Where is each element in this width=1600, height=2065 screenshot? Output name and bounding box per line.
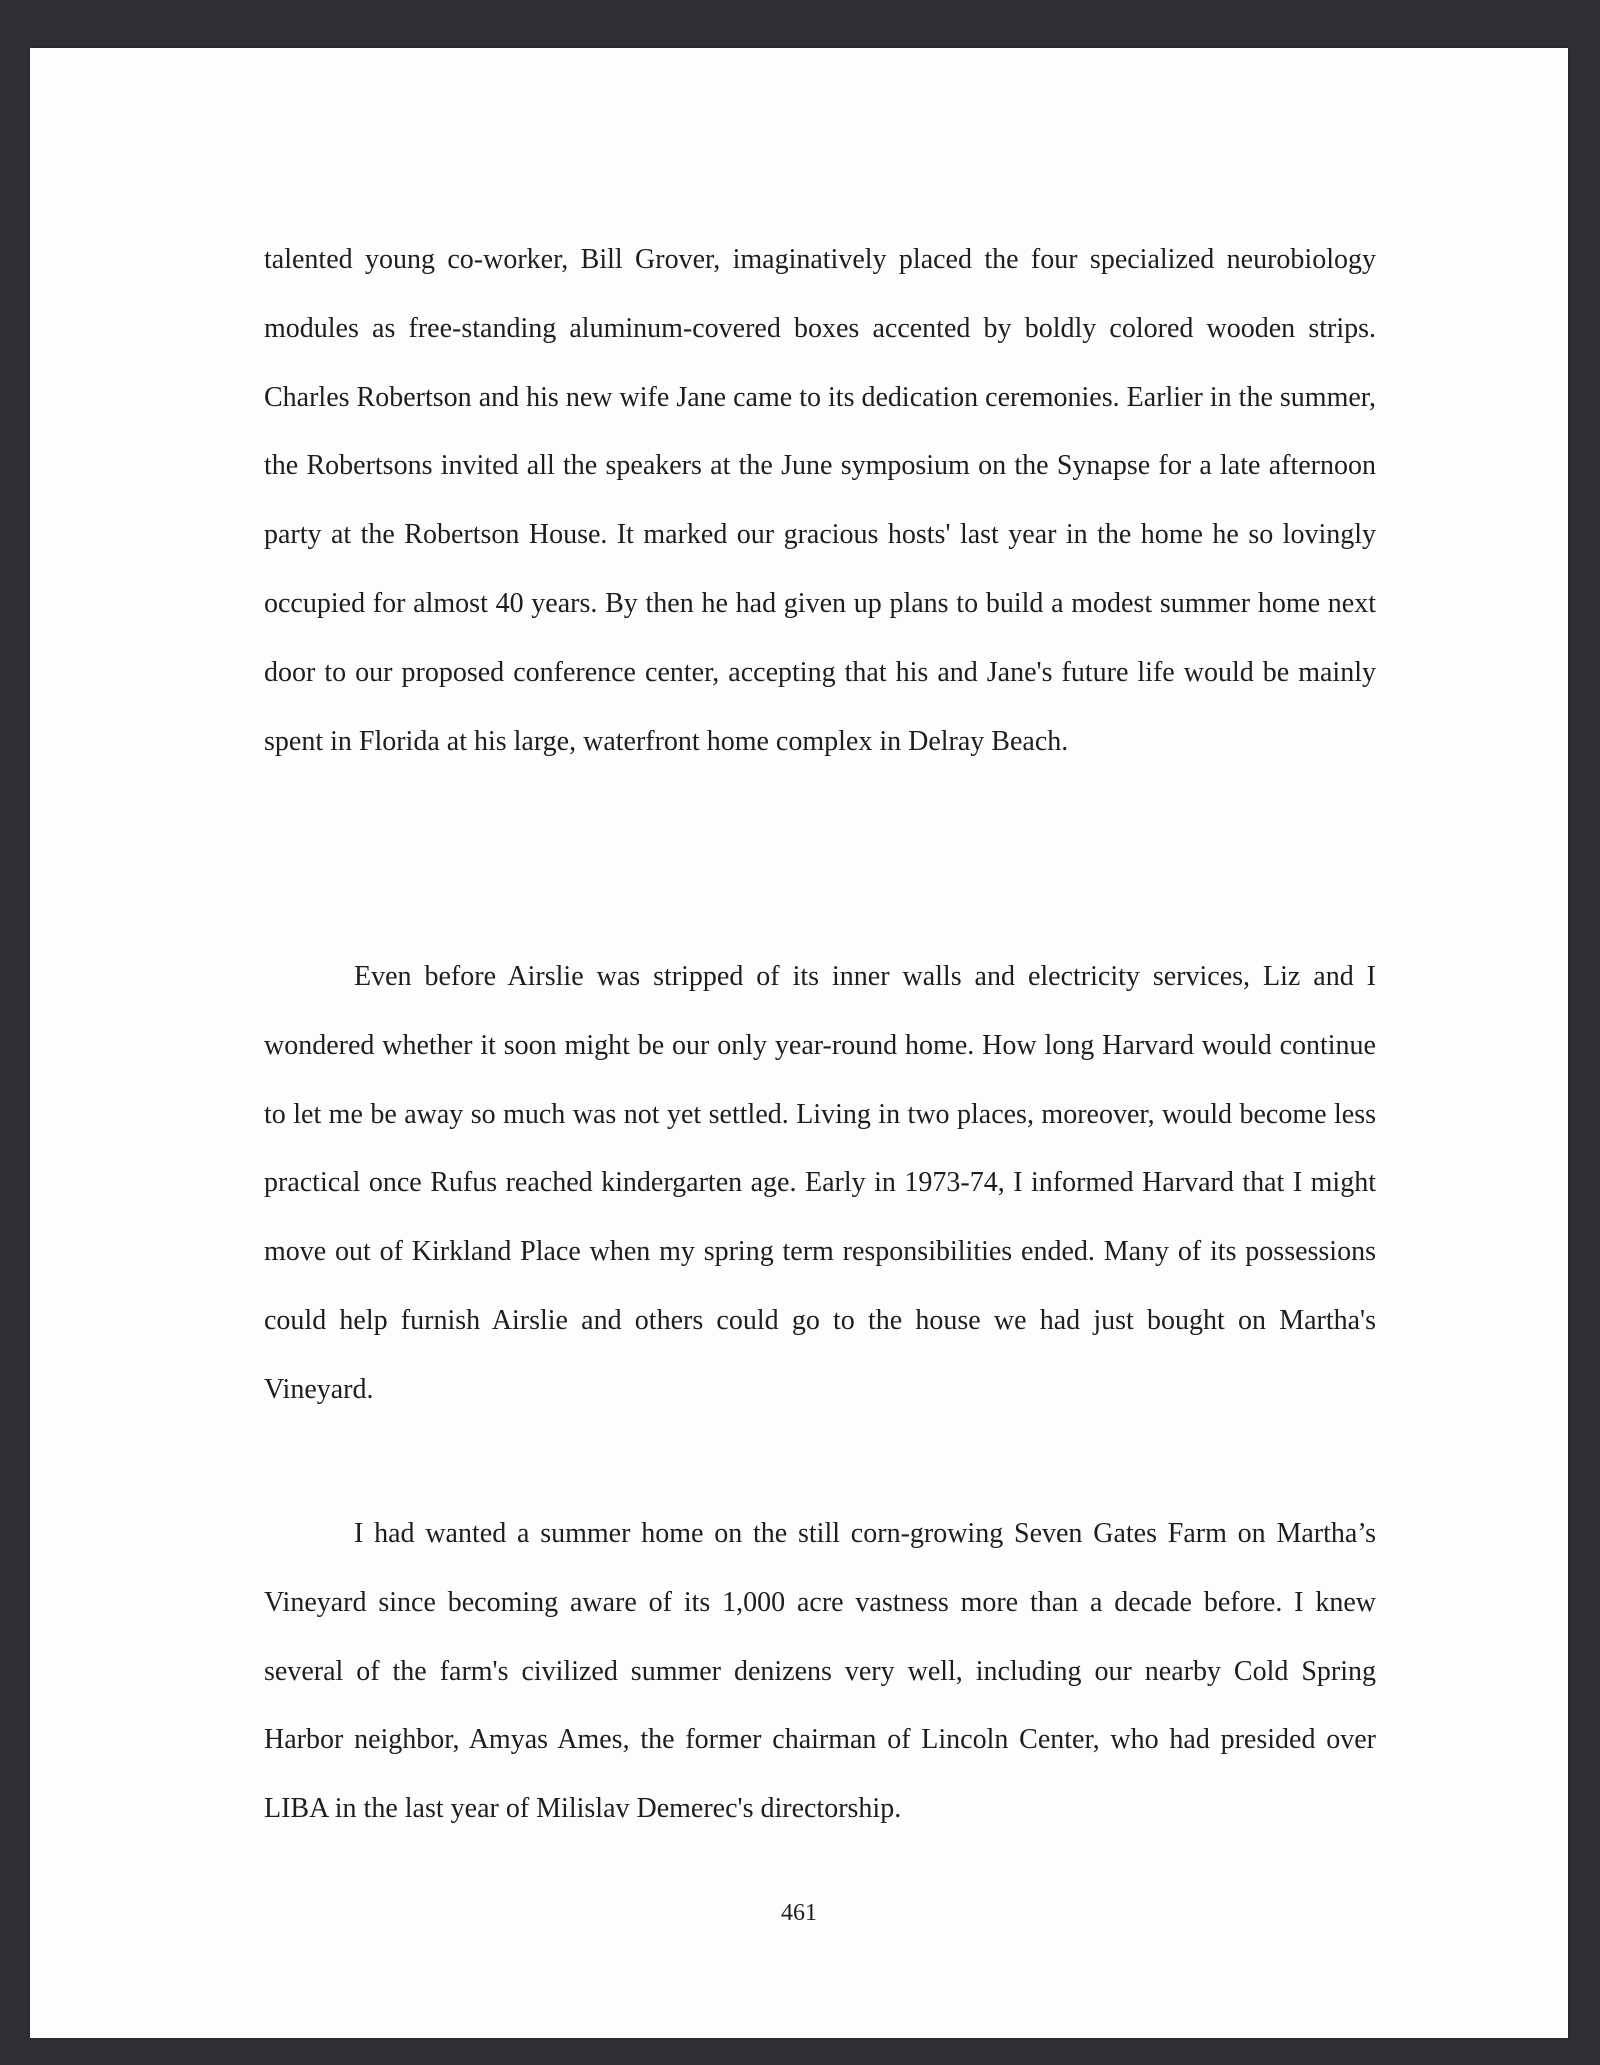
paragraph-airslie: [264, 943, 1376, 1425]
paragraph-text: Even before Airslie was stripped of its inner walls and electricity services, Liz and I wondered whether it soon might be our only year-round home. How long Harvard would continue to let me be away so much was not yet settled. Living in two places, moreover, would become less practical once Rufus reached kindergarten age. Early in 1973-74, I informed Harvard that I might move out of Kirkland Place when my spring term responsibilities ended. Many of its possessions could help furnish Airslie and others could go to the house we had just bought on Martha's Vineyard.: [264, 961, 1376, 1405]
paragraph-marthas-vineyard: [264, 1500, 1376, 1844]
paragraph-continuation: [264, 226, 1376, 776]
paragraph-text: I had wanted a summer home on the still corn-growing Seven Gates Farm on Martha’s Vineyard since becoming aware of its 1,000 acre vastness more than a decade before. I knew several of the farm's civilized summer denizens very well, including our nearby Cold Spring Harbor neighbor, Amyas Ames, the former chairman of Lincoln Center, who had presided over LIBA in the last year of Milislav Demerec's directorship.: [264, 1518, 1376, 1825]
paragraph-text: talented young co-worker, Bill Grover, imaginatively placed the four specialized neurobiology modules as free-standing aluminum-covered boxes accented by boldly colored wooden strips. Charles Robertson and his new wife Jane came to its dedication ceremonies. Earlier in the summer, the Robertsons invited all the speakers at the June symposium on the Synapse for a late afternoon party at the Robertson House. It marked our gracious hosts' last year in the home he so lovingly occupied for almost 40 years. By then he had given up plans to build a modest summer home next door to our proposed conference center, accepting that his and Jane's future life would be mainly spent in Florida at his large, waterfront home complex in Delray Beach.: [264, 244, 1376, 757]
document-page: [30, 48, 1568, 2038]
page-number: 461: [781, 1900, 817, 1926]
